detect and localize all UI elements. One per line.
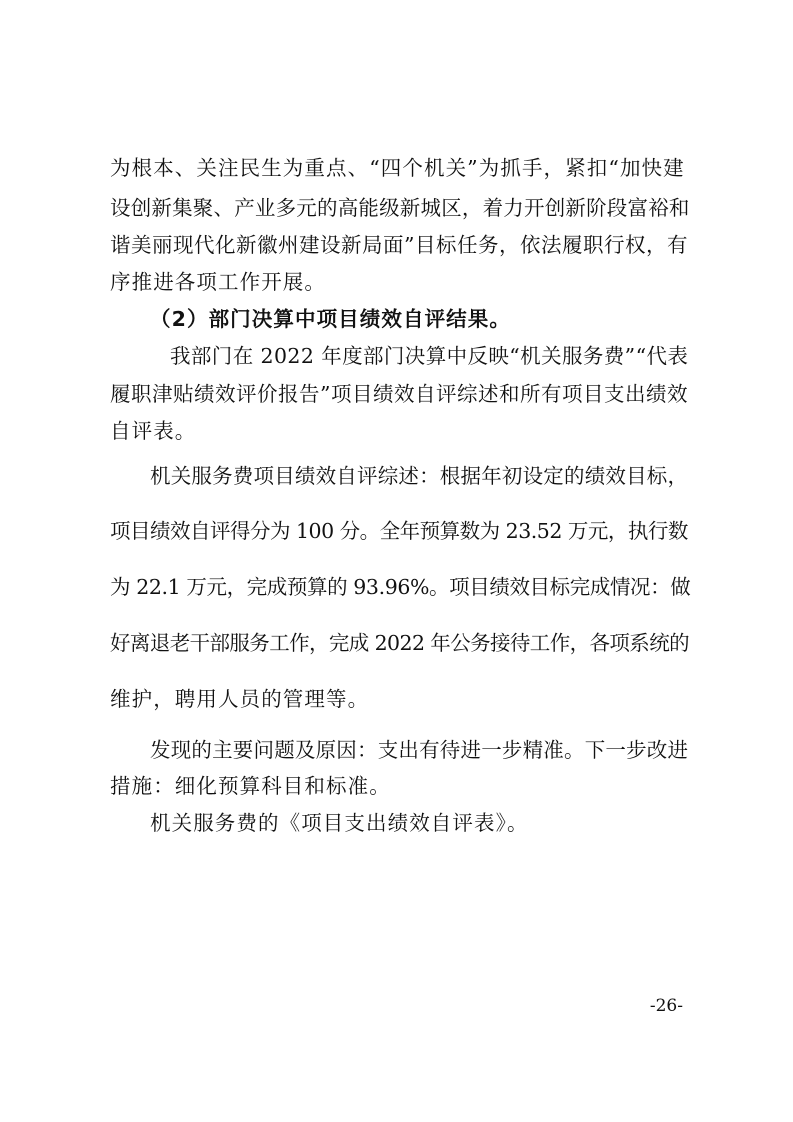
paragraph-line: 自评表。: [110, 419, 197, 443]
section-heading: （2）部门决算中项目绩效自评结果。: [150, 307, 511, 331]
paragraph-line: 序推进各项工作开展。: [110, 270, 326, 294]
paragraph-line: 为根本、关注民生为重点、“四个机关”为抓手，紧扣“加快建: [110, 156, 685, 180]
paragraph-line: 谐美丽现代化新徽州建设新局面”目标任务，依法履职行权，有: [110, 233, 688, 257]
paragraph-line: 好离退老干部服务工作，完成 2022 年公务接待工作，各项系统的: [110, 631, 690, 655]
paragraph-line: 维护，聘用人员的管理等。: [110, 687, 370, 711]
paragraph-line: 我部门在 2022 年度部门决算中反映“机关服务费”“代表: [170, 344, 689, 368]
paragraph-line: 履职津贴绩效评价报告”项目绩效自评综述和所有项目支出绩效: [110, 382, 688, 406]
page-number: -26-: [649, 996, 683, 1016]
paragraph-line: 机关服务费项目绩效自评综述：根据年初设定的绩效目标，: [150, 464, 689, 488]
paragraph-line: 机关服务费的《项目支出绩效自评表》。: [150, 811, 529, 835]
paragraph-line: 发现的主要问题及原因：支出有待进一步精准。下一步改进: [150, 738, 689, 762]
paragraph-line: 项目绩效自评得分为 100 分。全年预算数为 23.52 万元，执行数: [110, 519, 688, 543]
paragraph-line: 措施：细化预算科目和标准。: [110, 774, 391, 798]
paragraph-line: 为 22.1 万元，完成预算的 93.96%。项目绩效目标完成情况：做: [110, 575, 691, 599]
paragraph-line: 设创新集聚、产业多元的高能级新城区，着力开创新阶段富裕和: [110, 196, 690, 220]
